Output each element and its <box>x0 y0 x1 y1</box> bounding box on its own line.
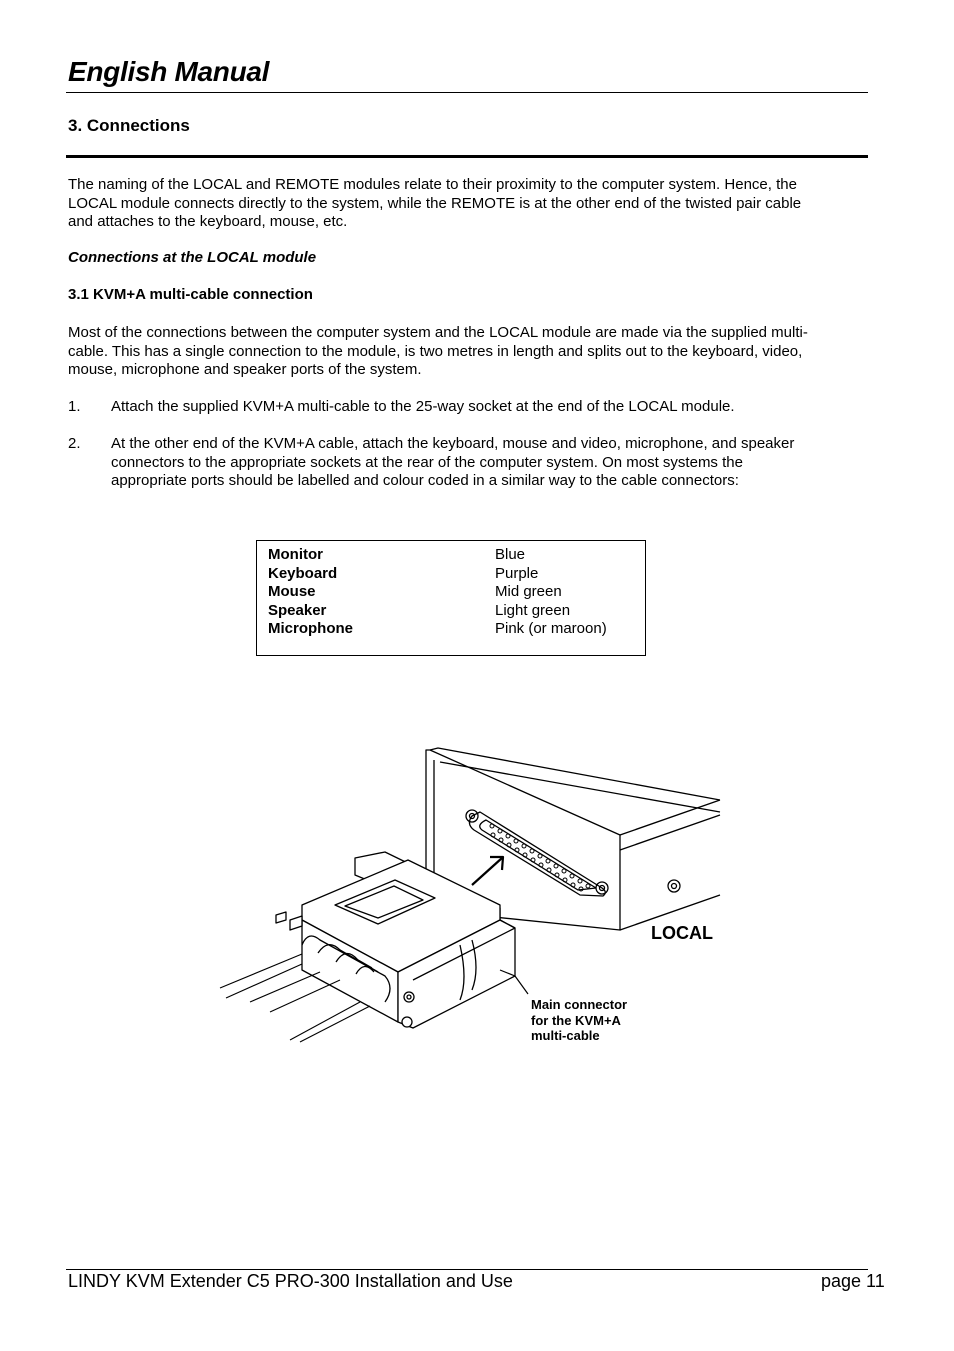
port-color: Pink (or maroon) <box>495 620 607 637</box>
body-line: cable. This has a single connection to the module, is two metres in length and splits out to the keyboard, video, <box>68 342 803 360</box>
step-number: 2. <box>68 435 81 452</box>
intro-line: The naming of the LOCAL and REMOTE modules relate to their proximity to the computer system. Hence, the <box>68 176 797 193</box>
table-row <box>268 546 638 565</box>
table-row <box>268 620 638 639</box>
step-number: 1. <box>68 398 81 415</box>
caption-line: multi-cable <box>531 1028 600 1043</box>
page-header-title: English Manual <box>68 56 270 87</box>
body-paragraph <box>68 324 868 380</box>
subsection-heading-italic: Connections at the LOCAL module <box>68 249 317 266</box>
port-color: Purple <box>495 564 539 582</box>
step-text <box>111 398 861 417</box>
intro-line: and attaches to the keyboard, mouse, etc. <box>68 213 348 230</box>
body-line: Most of the connections between the computer system and the LOCAL module are made via the supplied multi- <box>68 324 808 341</box>
table-row <box>268 565 638 584</box>
port-name: Speaker <box>268 601 327 619</box>
step-text <box>111 435 861 491</box>
intro-paragraph <box>68 176 868 232</box>
table-row <box>268 602 638 621</box>
intro-line: LOCAL module connects directly to the system, while the REMOTE is at the other end of the twisted pair cable <box>68 194 802 212</box>
step-line: At the other end of the KVM+A cable, attach the keyboard, mouse and video, microphone, and speaker <box>111 435 795 452</box>
caption-line: Main connector <box>531 997 628 1012</box>
footer-rule <box>66 1269 868 1270</box>
subsection-heading: 3.1 KVM+A multi-cable connection <box>68 286 313 303</box>
section-title: 3. Connections <box>68 116 190 135</box>
footer-document-title: LINDY KVM Extender C5 PRO-300 Installation and Use <box>68 1271 513 1291</box>
figure-label-local: LOCAL <box>651 923 713 943</box>
caption-line: for the KVM+A <box>531 1012 621 1028</box>
step-line: appropriate ports should be labelled and colour coded in a similar way to the cable connectors: <box>111 472 739 489</box>
step-line: Attach the supplied KVM+A multi-cable to the 25-way socket at the end of the LOCAL module. <box>111 398 735 415</box>
port-name: Monitor <box>268 546 323 563</box>
body-line: mouse, microphone and speaker ports of the system. <box>68 361 422 378</box>
port-name: Microphone <box>268 620 353 637</box>
port-name: Mouse <box>268 583 316 600</box>
module-screw <box>668 880 680 892</box>
connector-illustration <box>210 740 730 1050</box>
port-name: Keyboard <box>268 564 338 582</box>
figure-caption <box>531 997 627 1044</box>
step-line: connectors to the appropriate sockets at the rear of the computer system. On most systems the <box>111 453 743 471</box>
footer-page-number: page 11 <box>821 1271 885 1291</box>
port-color: Mid green <box>495 583 562 600</box>
header-rule <box>66 92 868 93</box>
table-row <box>268 583 638 602</box>
module-right-edge <box>620 800 720 930</box>
color-code-table <box>256 540 646 656</box>
section-rule <box>66 155 868 158</box>
port-color: Blue <box>495 546 526 563</box>
port-color: Light green <box>495 601 571 619</box>
